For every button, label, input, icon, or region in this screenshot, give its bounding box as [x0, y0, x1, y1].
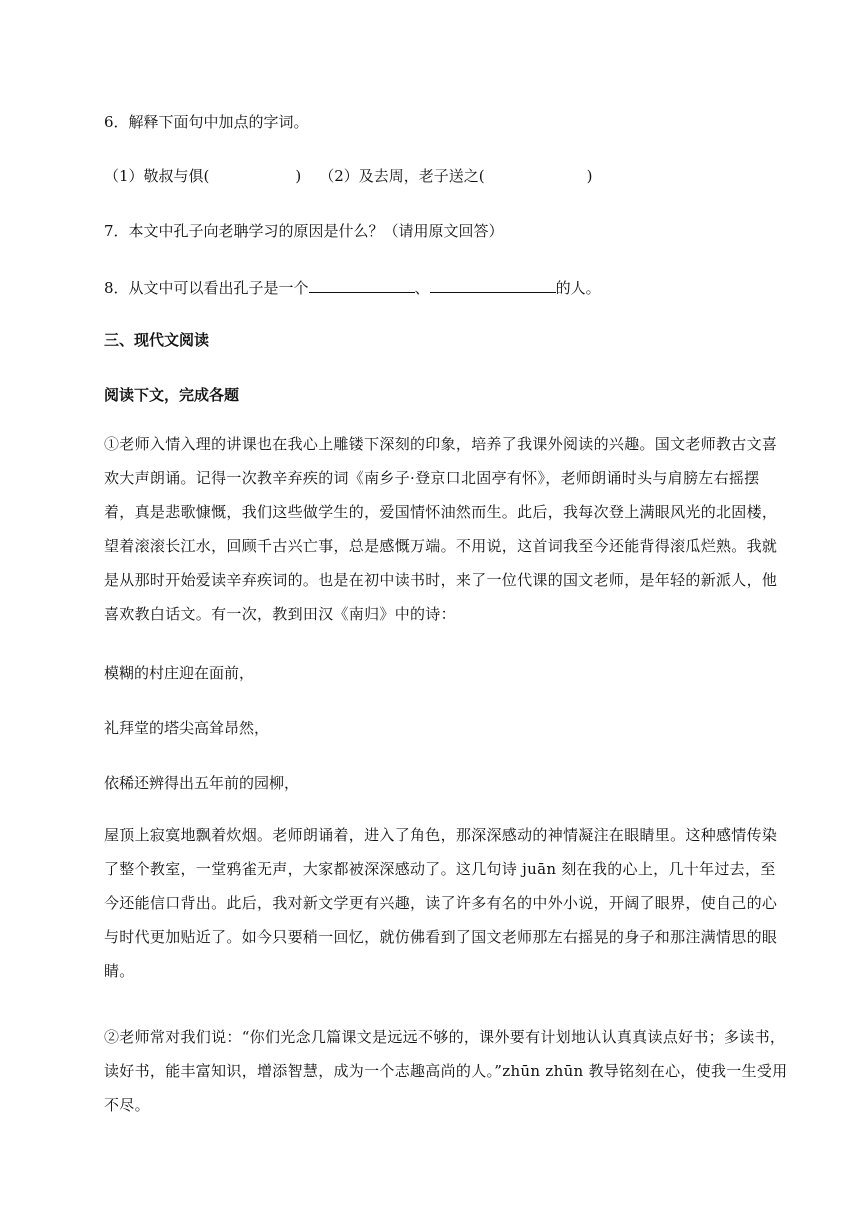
question-6-item-2-suffix: ) — [586, 167, 593, 185]
passage-paragraph-3: ②老师常对我们说：“你们光念几篇课文是远远不够的，课外要有计划地认认真真读点好书；多读书，读好书，能丰富知识，增添智慧，成为一个志趣高尚的人。”zhūn zhūn 教导铭刻在心，使我一生受用不尽。 — [104, 1028, 788, 1114]
question-6-item-1-suffix: ) — [295, 167, 302, 185]
answer-blank-2[interactable] — [430, 276, 556, 293]
question-6-label: 6．解释下面句中加点的字词。 — [104, 113, 309, 131]
answer-blank-1[interactable] — [309, 276, 415, 293]
question-6-item-2-prefix: （2）及去周，老子送之( — [319, 167, 485, 185]
question-8-prefix: 8．从文中可以看出孔子是一个 — [104, 279, 309, 297]
question-6-items — [104, 166, 788, 186]
question-8-suffix: 的人。 — [555, 279, 601, 297]
passage-paragraph-1: ①老师入情入理的讲课也在我心上雕镂下深刻的印象，培养了我课外阅读的兴趣。国文老师教古文喜欢大声朗诵。记得一次教辛弃疾的词《南乡子·登京口北固亭有怀》，老师朗诵时头与肩膀左右摇摆着，真是悲歌慷慨，我们这些做学生的，爱国情怀油然而生。此后，我每次登上满眼风光的北固楼，望着滚滚长江水，回顾千古兴亡事，总是感慨万端。不用说，这首词我至今还能背得滚瓜烂熟。我就是从那时开始爱读辛弃疾词的。也是在初中读书时，来了一位代课的国文老师，是年轻的新派人，他喜欢教白话文。有一次，教到田汉《南归》中的诗： — [104, 435, 778, 623]
poem-line-1: 模糊的村庄迎在面前， — [104, 664, 255, 682]
passage-paragraph-2: 屋顶上寂寞地飘着炊烟。老师朗诵着，进入了角色，那深深感动的神情凝注在眼睛里。这种感情传染了整个教室，一堂鸦雀无声，大家都被深深感动了。这几句诗 juān 刻在我的心上，几十年过去，至今还能信口背出。此后，我对新文学更有兴趣，读了许多有名的中外小说，开阔了眼界，使自己的心与时代更加贴近了。如今只要稍一回忆，就仿佛看到了国文老师那左右摇晃的身子和那注满情思的眼睛。 — [104, 826, 778, 980]
poem-line-3: 依稀还辨得出五年前的园柳， — [104, 774, 300, 792]
question-8-separator: 、 — [414, 279, 430, 297]
question-8 — [104, 276, 788, 298]
question-7-label: 7．本文中孔子向老聃学习的原因是什么？（请用原文回答） — [104, 222, 504, 240]
section-3-title: 三、现代文阅读 — [104, 331, 210, 349]
poem-line-2: 礼拜堂的塔尖高耸昂然， — [104, 719, 270, 737]
reading-instruction: 阅读下文，完成各题 — [104, 386, 240, 404]
question-6-item-1-prefix: （1）敬叔与俱( — [104, 167, 210, 185]
